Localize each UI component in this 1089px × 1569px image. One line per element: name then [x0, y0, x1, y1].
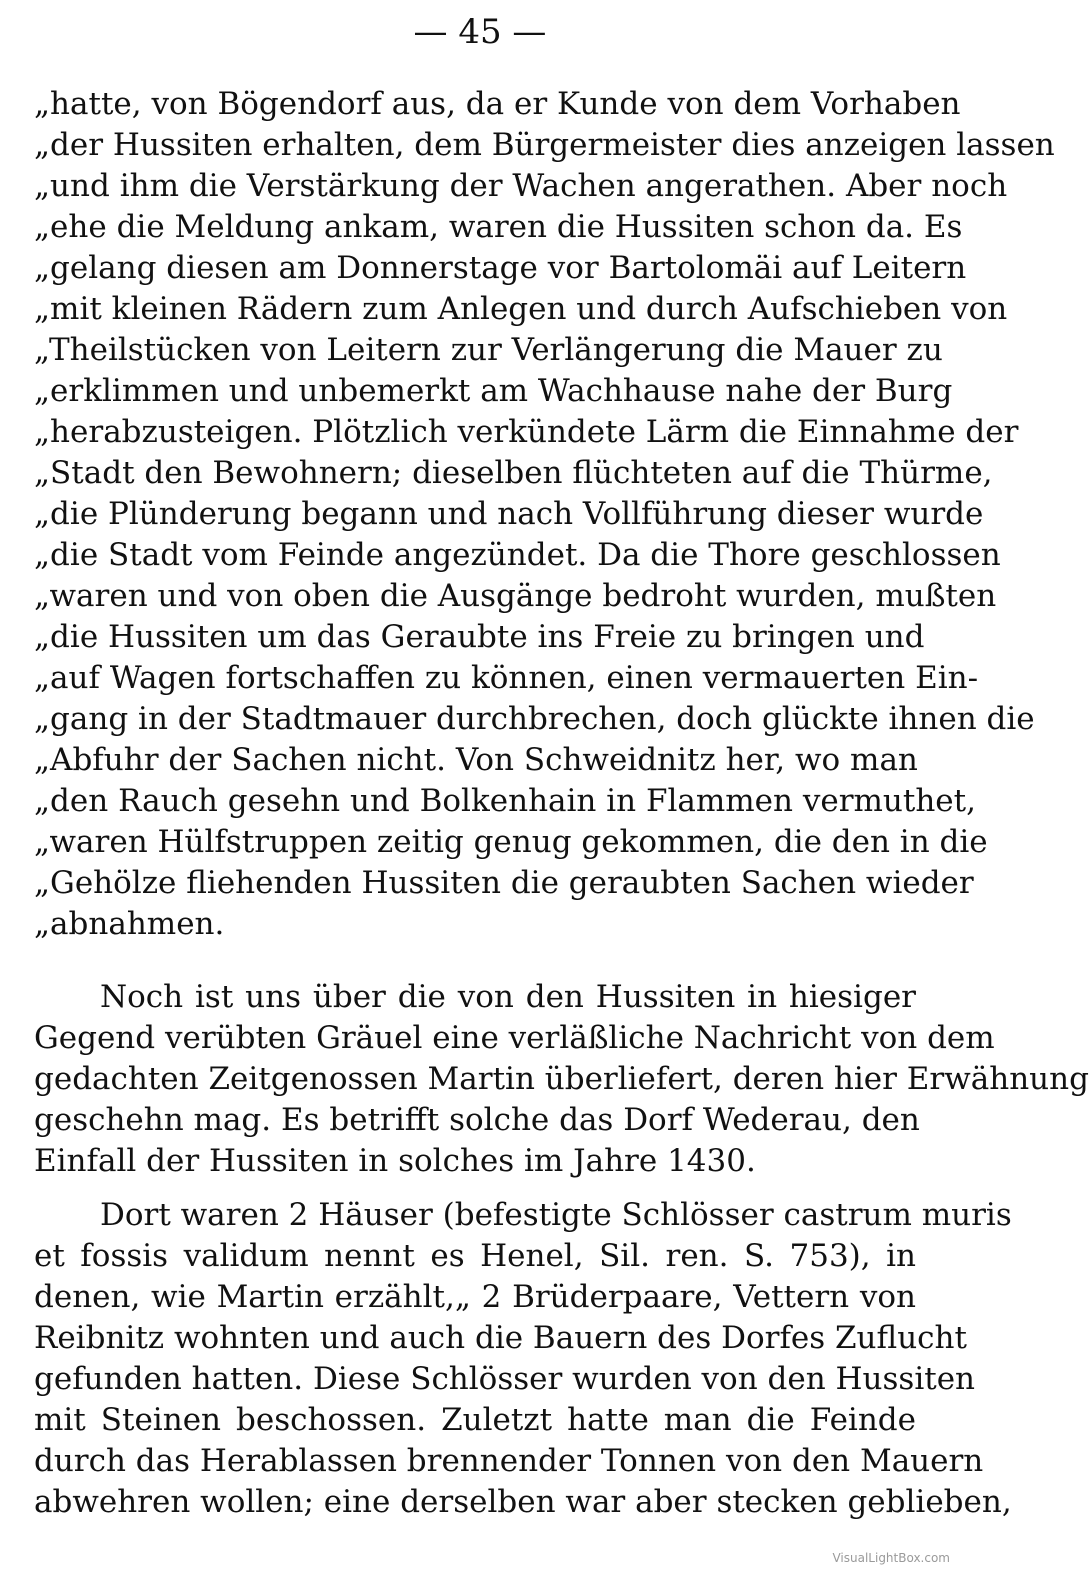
text-line: „auf Wagen fortschaffen zu können, einen vermauerten Ein-: [34, 660, 979, 696]
text-line: geschehn mag. Es betrifft solche das Dorf Wederau, den: [34, 1102, 920, 1138]
paragraph-3: [34, 1195, 1012, 1523]
text-line: „Theilstücken von Leitern zur Verlängerung die Mauer zu: [34, 332, 943, 368]
text-line: „hatte, von Bögendorf aus, da er Kunde von dem Vorhaben: [34, 86, 961, 122]
text-line: „gang in der Stadtmauer durchbrechen, doch glückte ihnen die: [34, 701, 1035, 737]
text-line: „Gehölze fliehenden Hussiten die geraubten Sachen wieder: [34, 865, 974, 901]
text-line: „Abfuhr der Sachen nicht. Von Schweidnitz her, wo man: [34, 742, 918, 778]
text-line: „Stadt den Bewohnern; dieselben flüchteten auf die Thürme,: [34, 455, 993, 491]
text-line: gefunden hatten. Diese Schlösser wurden von den Hussiten: [34, 1361, 976, 1397]
text-line: abwehren wollen; eine derselben war aber stecken geblieben,: [34, 1484, 1012, 1520]
text-line: durch das Herablassen brennender Tonnen von den Mauern: [34, 1443, 984, 1479]
paragraph-1: [34, 84, 1055, 945]
text-line: „waren Hülfstruppen zeitig genug gekommen, die den in die: [34, 824, 988, 860]
text-line: „ehe die Meldung ankam, waren die Hussiten schon da. Es: [34, 209, 963, 245]
text-line: „mit kleinen Rädern zum Anlegen und durch Aufschieben von: [34, 291, 1008, 327]
text-line: „herabzusteigen. Plötzlich verkündete Lärm die Einnahme der: [34, 414, 1019, 450]
page-number: — 45 —: [413, 12, 547, 52]
text-line: „die Hussiten um das Geraubte ins Freie zu bringen und: [34, 619, 925, 655]
text-line: „abnahmen.: [34, 906, 225, 942]
text-line: „der Hussiten erhalten, dem Bürgermeister dies anzeigen lassen: [34, 127, 1055, 163]
text-line: Dort waren 2 Häuser (befestigte Schlösser castrum muris: [100, 1197, 1012, 1233]
text-line: „erklimmen und unbemerkt am Wachhause nahe der Burg: [34, 373, 953, 409]
text-line: „die Plünderung begann und nach Vollführung dieser wurde: [34, 496, 984, 532]
text-line: „gelang diesen am Donnerstage vor Bartolomäi auf Leitern: [34, 250, 967, 286]
text-line: Einfall der Hussiten in solches im Jahre 1430.: [34, 1143, 756, 1179]
text-line: „waren und von oben die Ausgänge bedroht wurden, mußten: [34, 578, 997, 614]
text-line: Reibnitz wohnten und auch die Bauern des Dorfes Zuflucht: [34, 1320, 967, 1356]
text-line: „und ihm die Verstärkung der Wachen angerathen. Aber noch: [34, 168, 1008, 204]
text-line: et fossis validum nennt es Henel, Sil. ren. S. 753), in: [34, 1238, 916, 1274]
paragraph-2: [34, 977, 1089, 1182]
text-line: denen, wie Martin erzählt,„ 2 Brüderpaare, Vettern von: [34, 1279, 916, 1315]
text-line: gedachten Zeitgenossen Martin überliefert, deren hier Erwähnung: [34, 1061, 1089, 1097]
text-line: „die Stadt vom Feinde angezündet. Da die Thore geschlossen: [34, 537, 1001, 573]
text-line: „den Rauch gesehn und Bolkenhain in Flammen vermuthet,: [34, 783, 976, 819]
watermark-text: VisualLightBox.com: [832, 1551, 950, 1565]
text-line: Gegend verübten Gräuel eine verläßliche Nachricht von dem: [34, 1020, 995, 1056]
text-line: Noch ist uns über die von den Hussiten in hiesiger: [100, 979, 916, 1015]
text-line: mit Steinen beschossen. Zuletzt hatte man die Feinde: [34, 1402, 916, 1438]
